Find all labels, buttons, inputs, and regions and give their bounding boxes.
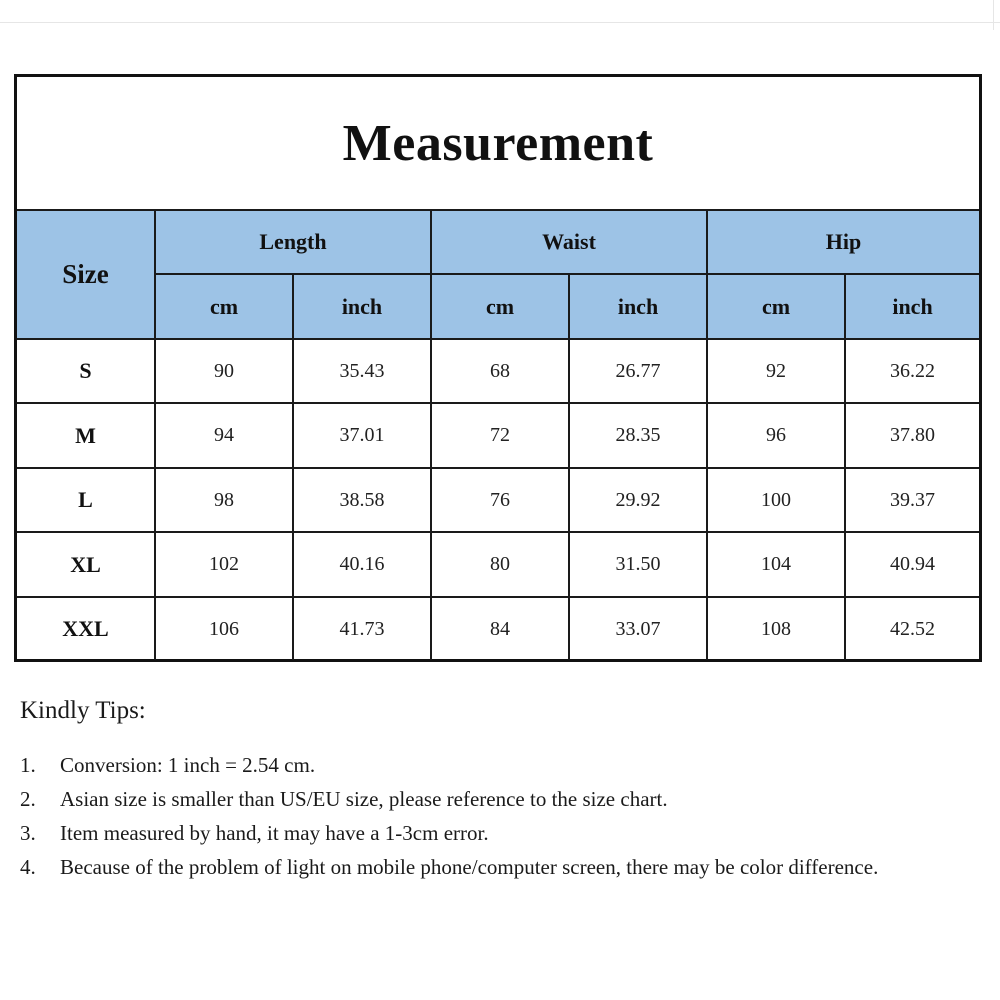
- table-row: [17, 532, 979, 597]
- tip-number: 1.: [20, 753, 36, 777]
- waist-group-header: Waist: [431, 210, 707, 274]
- tip-number: 2.: [20, 787, 36, 811]
- hip-cm-cell: 96: [707, 403, 845, 468]
- unit-header-row: [17, 274, 979, 339]
- chart-title: Measurement: [342, 114, 654, 172]
- length-inch-header: inch: [293, 274, 431, 339]
- table-row: [17, 597, 979, 660]
- length-inch-cell: 40.16: [293, 532, 431, 597]
- size-chart: [14, 74, 982, 662]
- hip-inch-cell: 36.22: [845, 339, 979, 403]
- list-item: [20, 782, 960, 816]
- hip-cm-cell: 108: [707, 597, 845, 660]
- waist-inch-cell: 33.07: [569, 597, 707, 660]
- length-group-header: Length: [155, 210, 431, 274]
- waist-inch-cell: 28.35: [569, 403, 707, 468]
- hip-inch-cell: 37.80: [845, 403, 979, 468]
- waist-inch-cell: 26.77: [569, 339, 707, 403]
- length-inch-cell: 37.01: [293, 403, 431, 468]
- size-label: L: [17, 468, 155, 532]
- kindly-tips: [20, 694, 960, 884]
- hip-cm-cell: 104: [707, 532, 845, 597]
- hip-group-header: Hip: [707, 210, 979, 274]
- hip-inch-cell: 39.37: [845, 468, 979, 532]
- tips-list: [20, 748, 960, 884]
- tips-title: Kindly Tips:: [20, 697, 146, 724]
- size-label: S: [17, 339, 155, 403]
- tip-text: Item measured by hand, it may have a 1-3cm error.: [60, 821, 489, 845]
- size-label: XL: [17, 532, 155, 597]
- length-inch-cell: 41.73: [293, 597, 431, 660]
- list-item: [20, 850, 960, 884]
- hip-cm-cell: 100: [707, 468, 845, 532]
- waist-cm-cell: 76: [431, 468, 569, 532]
- length-cm-cell: 90: [155, 339, 293, 403]
- waist-inch-cell: 31.50: [569, 532, 707, 597]
- tip-text: Asian size is smaller than US/EU size, please reference to the size chart.: [60, 787, 668, 811]
- table-row: [17, 339, 979, 403]
- size-label: XXL: [17, 597, 155, 660]
- waist-cm-cell: 68: [431, 339, 569, 403]
- table-row: [17, 468, 979, 532]
- tip-text: Because of the problem of light on mobile phone/computer screen, there may be color difference.: [60, 855, 879, 879]
- waist-inch-cell: 29.92: [569, 468, 707, 532]
- waist-cm-header: cm: [431, 274, 569, 339]
- side-divider: [993, 0, 994, 30]
- length-cm-header: cm: [155, 274, 293, 339]
- measurement-table: [17, 209, 979, 660]
- length-cm-cell: 102: [155, 532, 293, 597]
- length-cm-cell: 98: [155, 468, 293, 532]
- waist-cm-cell: 80: [431, 532, 569, 597]
- waist-cm-cell: 72: [431, 403, 569, 468]
- list-item: [20, 816, 960, 850]
- tip-text: Conversion: 1 inch = 2.54 cm.: [60, 753, 316, 777]
- hip-inch-header: inch: [845, 274, 979, 339]
- size-column-header: Size: [17, 210, 155, 339]
- group-header-row: [17, 210, 979, 274]
- hip-cm-header: cm: [707, 274, 845, 339]
- length-cm-cell: 94: [155, 403, 293, 468]
- tip-number: 3.: [20, 821, 36, 845]
- table-row: [17, 403, 979, 468]
- hip-cm-cell: 92: [707, 339, 845, 403]
- tip-number: 4.: [20, 855, 36, 879]
- hip-inch-cell: 42.52: [845, 597, 979, 660]
- waist-inch-header: inch: [569, 274, 707, 339]
- length-inch-cell: 35.43: [293, 339, 431, 403]
- list-item: [20, 748, 960, 782]
- length-cm-cell: 106: [155, 597, 293, 660]
- hip-inch-cell: 40.94: [845, 532, 979, 597]
- waist-cm-cell: 84: [431, 597, 569, 660]
- size-label: M: [17, 403, 155, 468]
- length-inch-cell: 38.58: [293, 468, 431, 532]
- top-divider: [0, 22, 1000, 23]
